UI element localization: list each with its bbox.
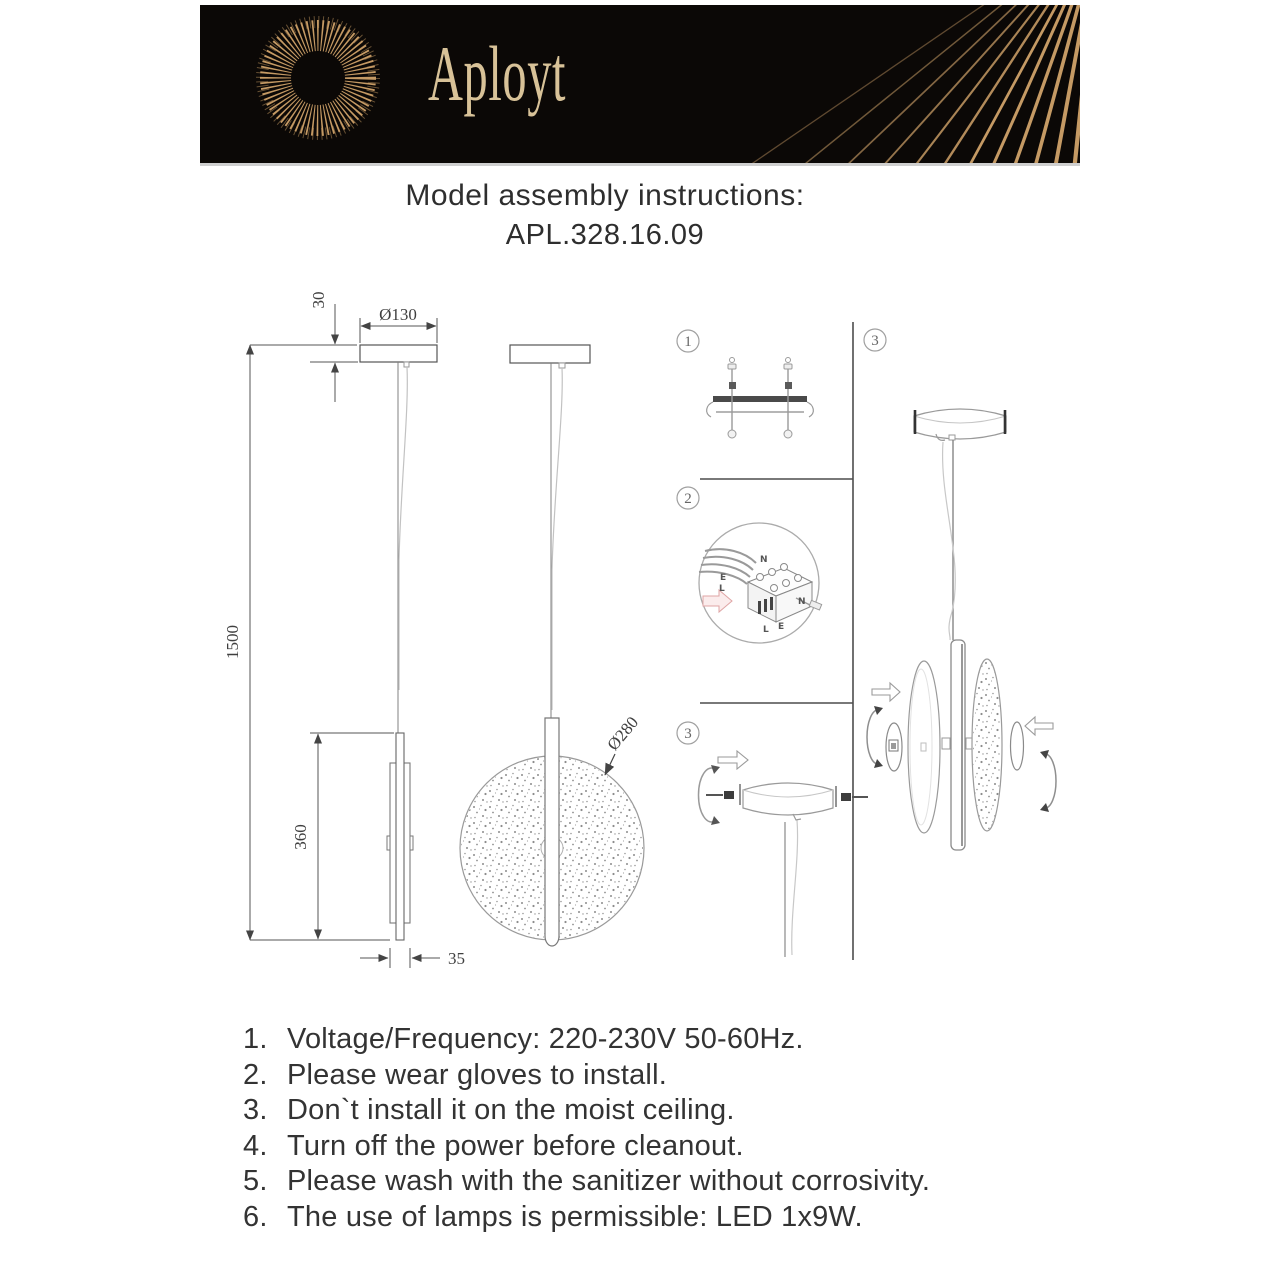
item-text: Turn off the power before cleanout.	[287, 1129, 744, 1162]
wire-label-l1: L	[719, 584, 725, 594]
item-number: 6.	[243, 1200, 268, 1233]
step2-number: 2	[684, 491, 692, 507]
item-text: Voltage/Frequency: 220-230V 50-60Hz.	[287, 1023, 804, 1055]
wiring-diagram	[699, 523, 822, 643]
item-number: 3.	[243, 1094, 268, 1126]
step3-number: 3	[684, 726, 692, 742]
instruction-item	[243, 1093, 1073, 1129]
step1-panel	[677, 330, 813, 438]
step2-panel	[677, 487, 822, 643]
brand-name: Aployt	[428, 30, 567, 117]
title-block	[0, 176, 1210, 254]
step3b-number: 3	[871, 333, 879, 349]
item-number: 5.	[243, 1165, 268, 1197]
dim-fixture-thickness: 35	[448, 949, 465, 968]
item-number: 4.	[243, 1129, 268, 1162]
page-title: Model assembly instructions:	[405, 179, 805, 212]
side-view-drawing	[223, 292, 465, 969]
instruction-item	[243, 1022, 1073, 1058]
canopy-mounting-diagram	[698, 751, 868, 957]
item-text: The use of lamps is permissible: LED 1x9W.	[287, 1200, 863, 1233]
pendant-assembly-diagram	[867, 409, 1056, 850]
instruction-item	[243, 1164, 1073, 1200]
wire-label-l2: L	[763, 625, 769, 635]
step3-assembly-panel	[864, 329, 1056, 850]
instruction-item	[243, 1200, 1073, 1236]
wire-label-n1: N	[760, 555, 768, 565]
decorative-rays	[200, 5, 1080, 163]
step1-number: 1	[684, 334, 692, 350]
wire-label-n2: N	[798, 597, 806, 607]
wire-label-e2: E	[778, 622, 785, 632]
item-text: Please wear gloves to install.	[287, 1058, 667, 1091]
brand-banner	[200, 5, 1080, 166]
technical-drawing	[200, 260, 1120, 990]
item-number: 1.	[243, 1023, 268, 1055]
instruction-item	[243, 1129, 1073, 1165]
wire-label-e1: E	[720, 573, 727, 583]
dim-fixture-height: 360	[291, 824, 310, 850]
model-number: APL.328.16.09	[505, 219, 705, 251]
dim-canopy-diameter: Ø130	[379, 305, 417, 324]
dim-overall-height: 1500	[223, 625, 242, 659]
step3-panel	[677, 722, 868, 957]
instruction-list	[243, 1022, 1073, 1235]
dim-canopy-height: 30	[309, 291, 328, 309]
item-text: Don`t install it on the moist ceiling.	[287, 1094, 735, 1126]
front-view-drawing	[460, 345, 644, 946]
dim-disc-diameter: Ø280	[603, 712, 643, 755]
mounting-bracket-diagram	[707, 358, 814, 439]
instruction-item	[243, 1058, 1073, 1094]
item-number: 2.	[243, 1058, 268, 1091]
item-text: Please wash with the sanitizer without corrosivity.	[287, 1165, 931, 1197]
